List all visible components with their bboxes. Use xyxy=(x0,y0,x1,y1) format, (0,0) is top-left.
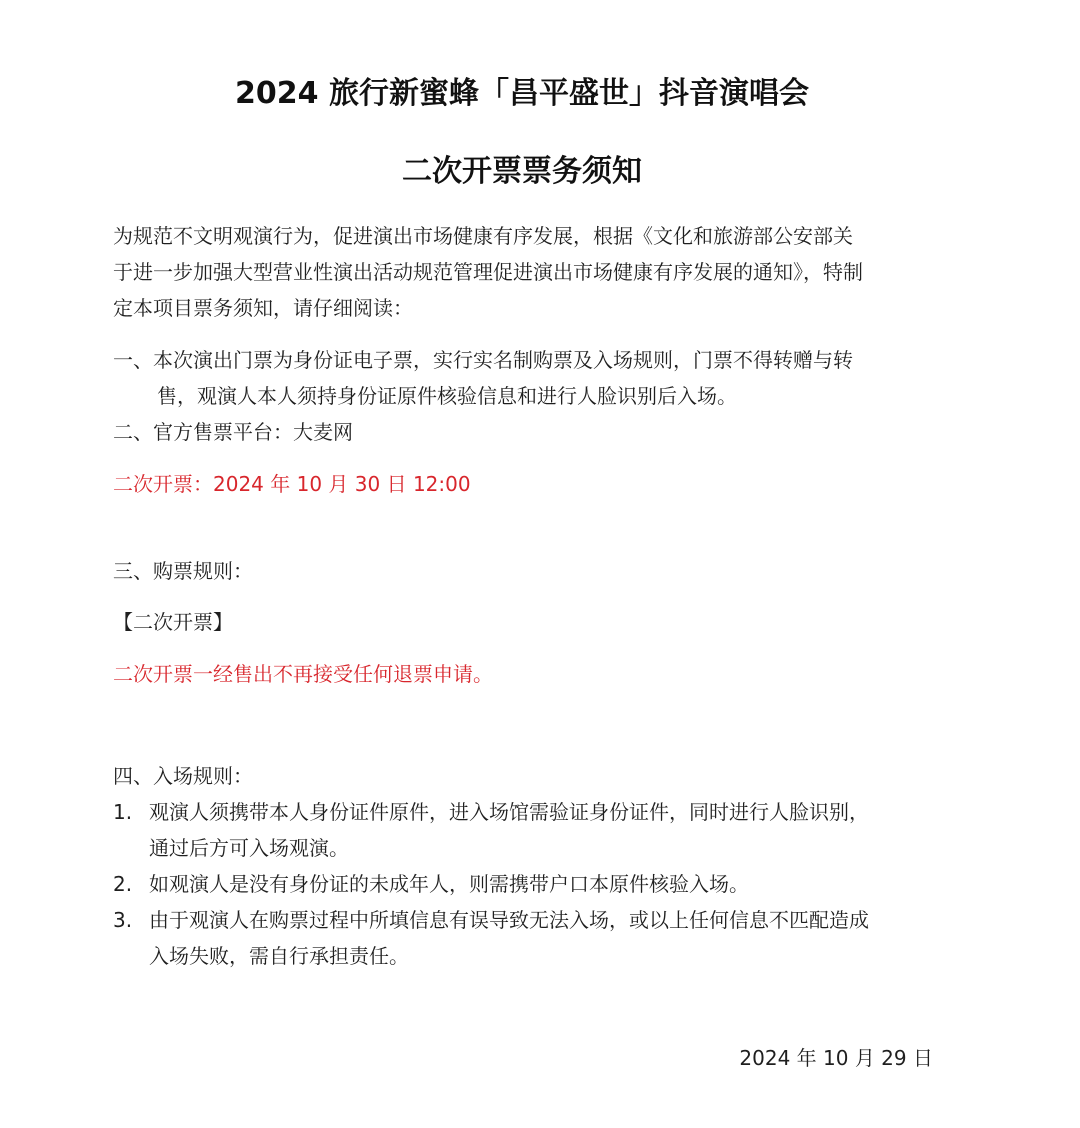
entry-rule-number: 1. xyxy=(113,800,133,824)
entry-rule-line: 观演人须携带本人身份证件原件，进入场馆需验证身份证件，同时进行人脸识别， xyxy=(149,800,869,824)
document-date: 2024 年 10 月 29 日 xyxy=(739,1046,933,1070)
no-refund-notice: 二次开票一经售出不再接受任何退票申请。 xyxy=(113,662,493,686)
section1-line2: 售，观演人本人须持身份证原件核验信息和进行人脸识别后入场。 xyxy=(157,384,737,408)
second-sale-time: 二次开票：2024 年 10 月 30 日 12:00 xyxy=(113,472,471,496)
intro-line: 定本项目票务须知，请仔细阅读： xyxy=(113,296,413,320)
section-purchase-rules-heading: 三、购票规则： xyxy=(113,559,253,583)
entry-rule-number: 3. xyxy=(113,908,133,932)
entry-rule-number: 2. xyxy=(113,872,133,896)
second-sale-label: 【二次开票】 xyxy=(113,610,233,634)
document-subtitle: 二次开票票务须知 xyxy=(402,154,642,189)
document-title: 2024 旅行新蜜蜂「昌平盛世」抖音演唱会 xyxy=(235,76,809,111)
section-platform: 二、官方售票平台：大麦网 xyxy=(113,420,353,444)
section-ticket-type xyxy=(113,342,853,414)
entry-rule-line: 由于观演人在购票过程中所填信息有误导致无法入场，或以上任何信息不匹配造成 xyxy=(149,908,869,932)
section1-line1: 一、本次演出门票为身份证电子票，实行实名制购票及入场规则，门票不得转赠与转 xyxy=(113,348,853,372)
section-entry-rules-heading: 四、入场规则： xyxy=(113,764,253,788)
intro-line: 为规范不文明观演行为，促进演出市场健康有序发展，根据《文化和旅游部公安部关 xyxy=(113,224,853,248)
entry-rule-line: 通过后方可入场观演。 xyxy=(149,836,349,860)
intro-paragraph xyxy=(113,218,933,326)
entry-rule-line: 入场失败，需自行承担责任。 xyxy=(149,944,409,968)
entry-rule-line: 如观演人是没有身份证的未成年人，则需携带户口本原件核验入场。 xyxy=(149,872,749,896)
intro-line: 于进一步加强大型营业性演出活动规范管理促进演出市场健康有序发展的通知》，特制 xyxy=(113,260,863,284)
